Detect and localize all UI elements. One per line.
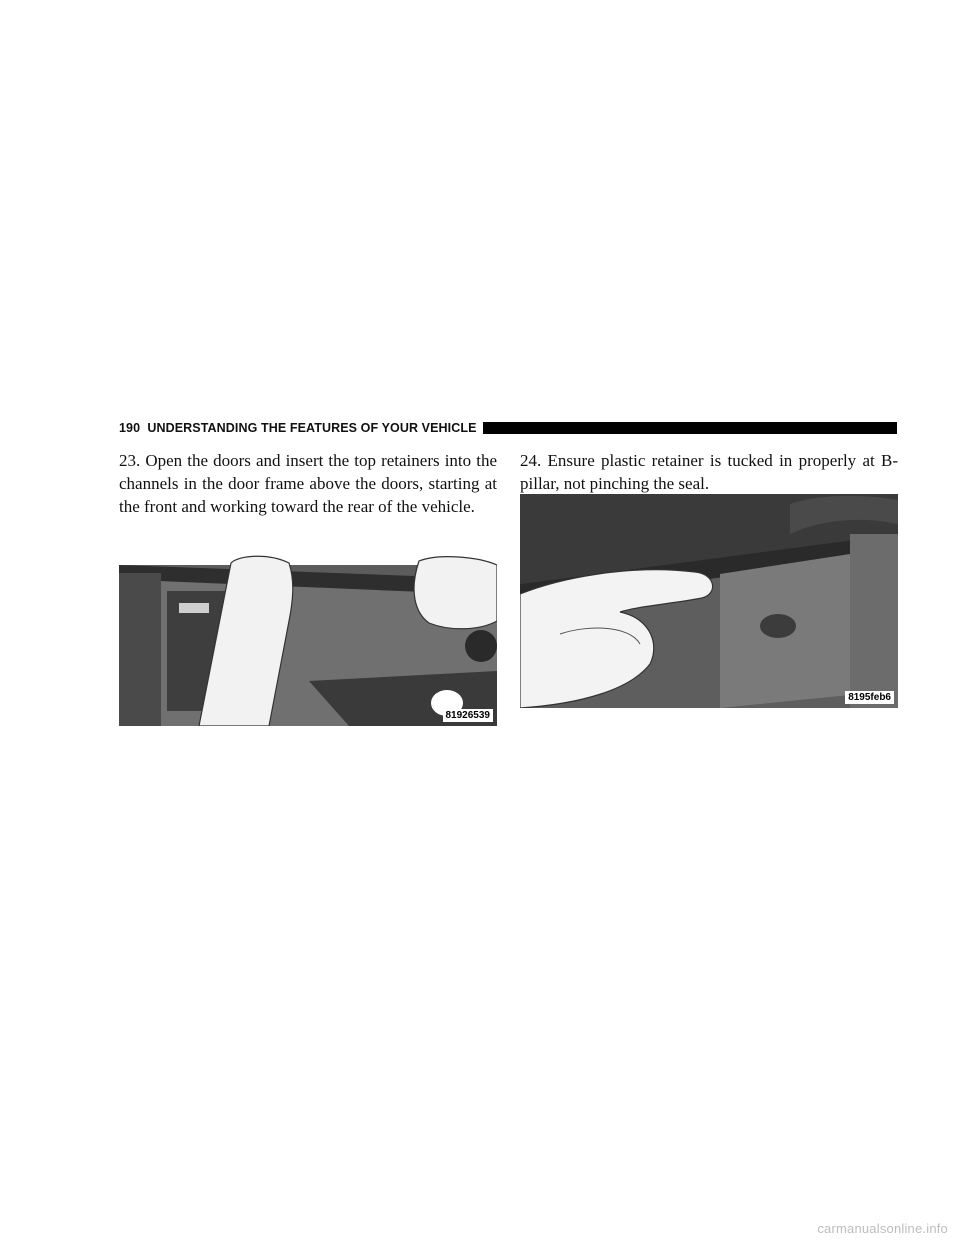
step-24-text: 24. Ensure plastic retainer is tucked in properly at B-pillar, not pinching the seal. <box>520 451 898 493</box>
figure-code-81926539: 81926539 <box>443 709 494 722</box>
retainer-illustration <box>119 551 497 726</box>
header-rule <box>483 422 897 434</box>
section-title: UNDERSTANDING THE FEATURES OF YOUR VEHICLE <box>147 421 477 435</box>
b-pillar-illustration <box>520 494 898 708</box>
step-24-column <box>520 449 898 495</box>
header-text <box>119 421 483 435</box>
figure-code-8195feb6: 8195feb6 <box>845 691 894 704</box>
figure-b-pillar <box>520 494 898 708</box>
step-23-column <box>119 449 497 518</box>
step-23-text: 23. Open the doors and insert the top retainers into the channels in the door frame above the doors, starting at the front and working toward the rear of the vehicle. <box>119 451 497 516</box>
page-number: 190 <box>119 421 141 435</box>
page-header <box>119 420 897 436</box>
figure-top-retainers <box>119 551 497 726</box>
watermark: carmanualsonline.info <box>817 1221 948 1236</box>
